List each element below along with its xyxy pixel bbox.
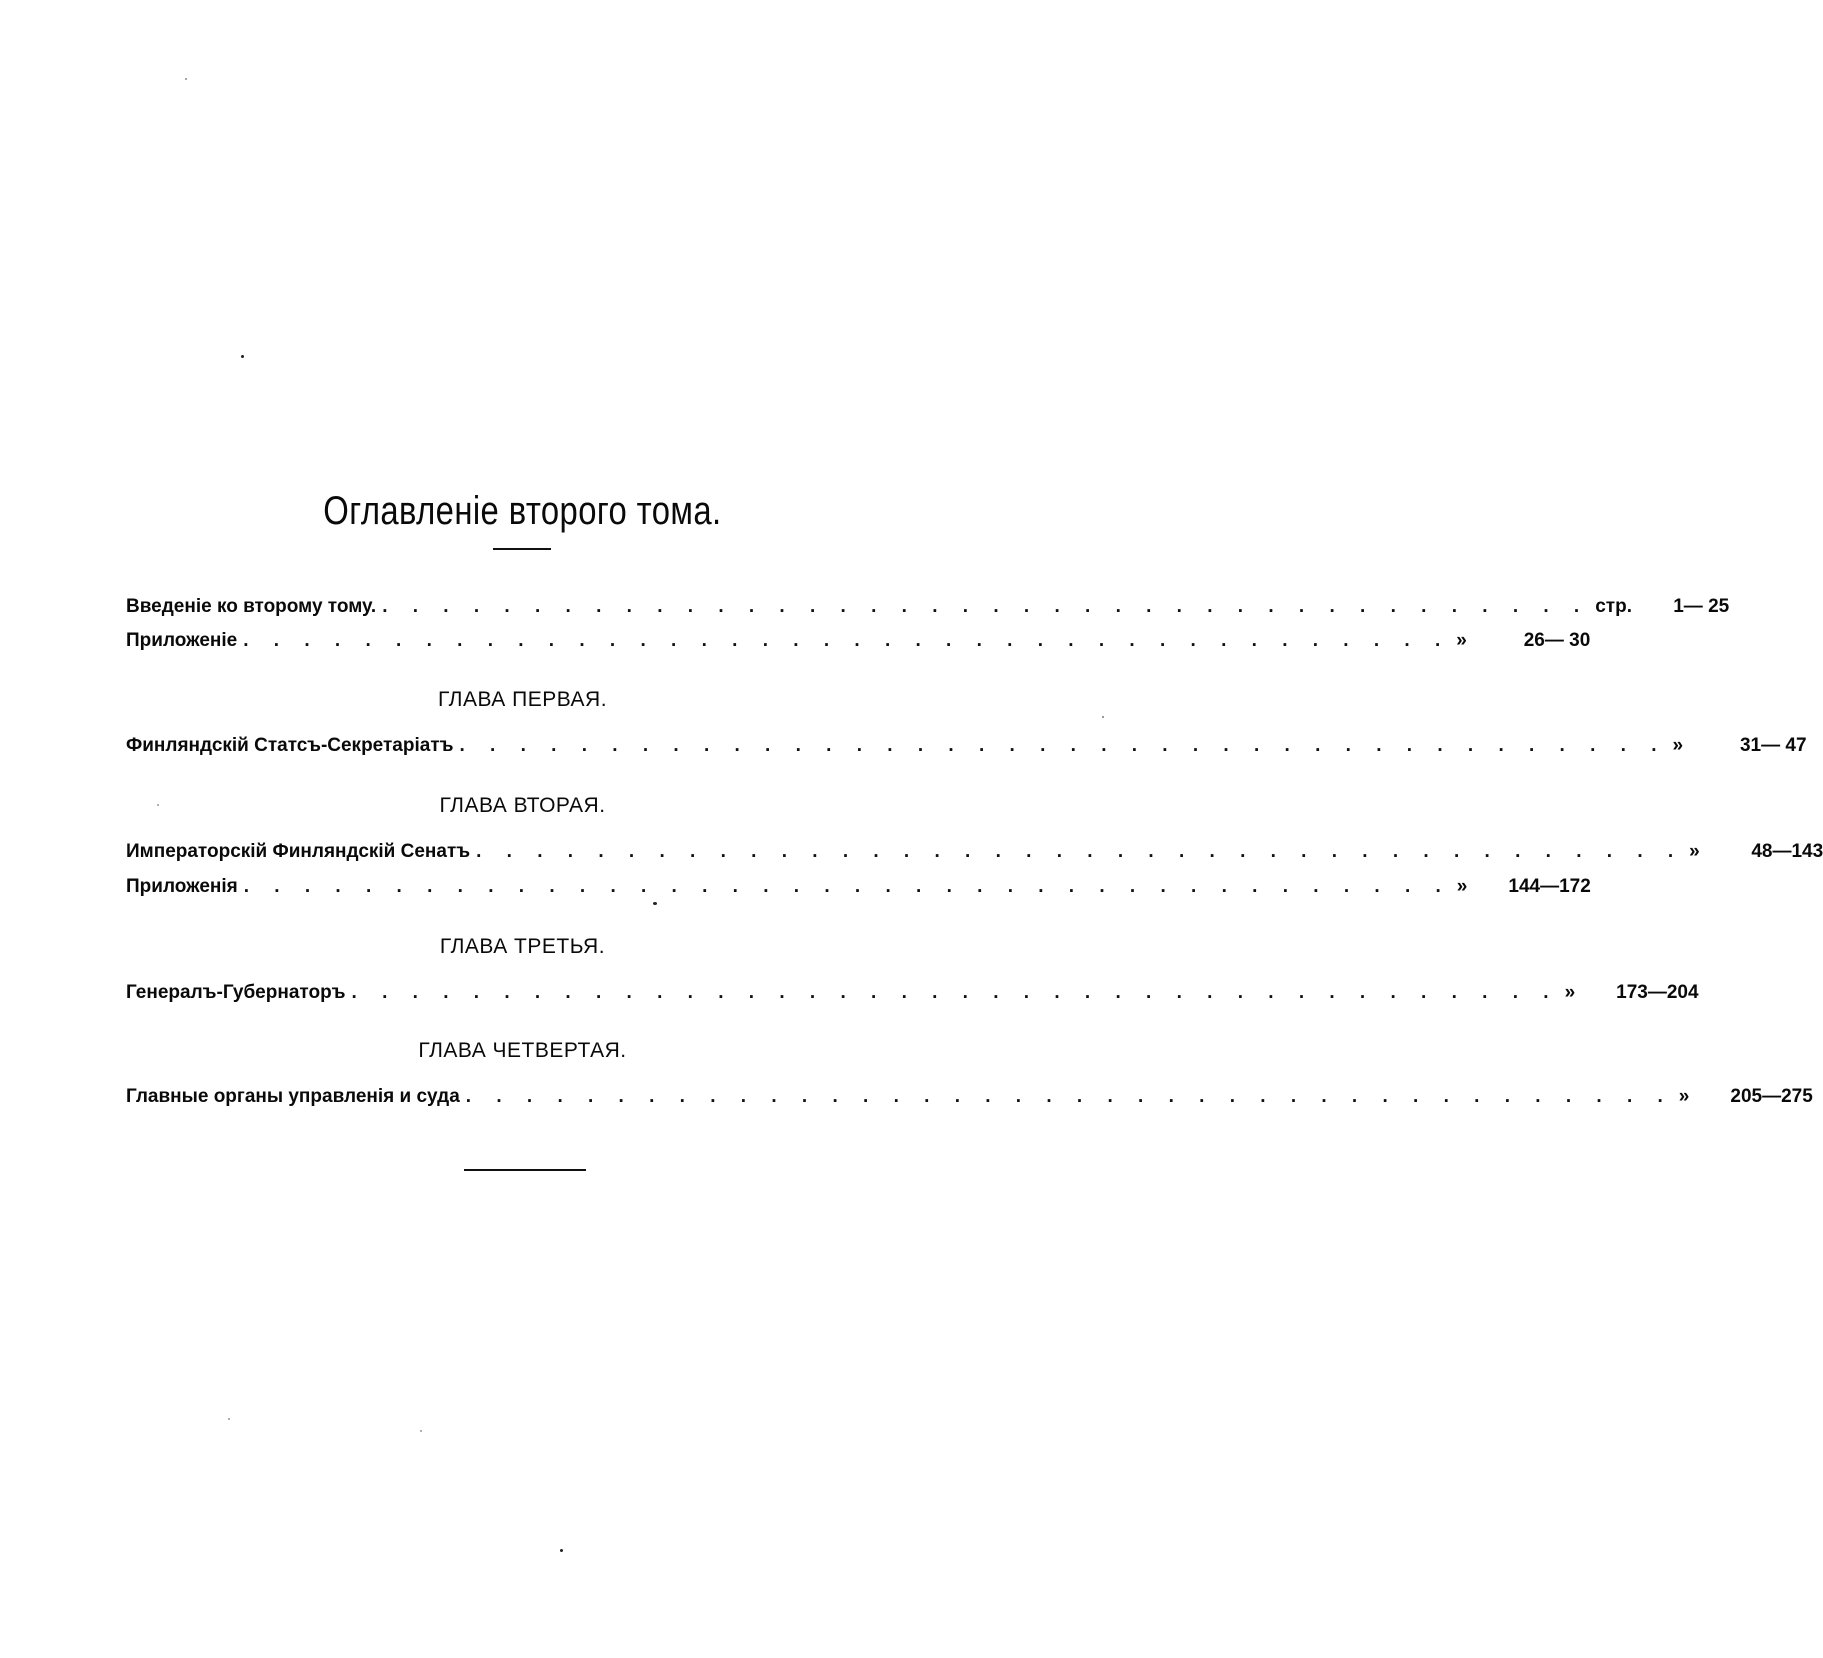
scan-speck — [653, 902, 657, 905]
closing-divider — [464, 1169, 586, 1171]
scan-speck — [157, 804, 159, 806]
toc-entry-label: Генералъ-Губернаторъ — [126, 982, 346, 1003]
toc-entry-state-secretariat — [126, 735, 1807, 761]
page-abbr: » — [1678, 1086, 1690, 1107]
page-title: Оглавленіе второго тома. — [323, 488, 722, 533]
page-range: 31— 47 — [1739, 735, 1807, 756]
page-range: 1— 25 — [1673, 596, 1730, 617]
chapter-heading-2: ГЛАВА ВТОРАЯ. — [439, 794, 606, 817]
chapter-heading-4: ГЛАВА ЧЕТВЕРТАЯ. — [418, 1039, 627, 1062]
page-abbr: » — [1689, 841, 1700, 862]
scan-speck — [228, 1418, 230, 1420]
toc-entry-label: Приложеніе — [126, 630, 238, 651]
scan-speck — [420, 1430, 422, 1432]
title-divider — [493, 548, 551, 550]
toc-entry-label: Главные органы управленія и суда — [126, 1086, 460, 1107]
page-range: 205—275 — [1730, 1086, 1813, 1107]
leader-dots: . . . . . . . . . . . . . . . . . . . . . . . . . . . . . . . . . . . . . . . . — [459, 735, 1667, 756]
page-range: 48—143 — [1751, 841, 1823, 862]
scan-speck — [241, 355, 244, 358]
page-range: 173—204 — [1616, 982, 1699, 1003]
leader-dots: . . . . . . . . . . . . . . . . . . . . . . . . . . . . . . . . . . . . . . . . — [465, 1086, 1673, 1107]
leader-dots: . . . . . . . . . . . . . . . . . . . . . . . . . . . . . . . . . . . . . . . . — [382, 596, 1590, 617]
toc-entry-main-organs — [126, 1086, 1813, 1112]
scan-speck — [1102, 716, 1104, 718]
chapter-heading-3: ГЛАВА ТРЕТЬЯ. — [439, 935, 606, 958]
toc-entry-label: Финляндскій Статсъ-Секретаріатъ — [126, 735, 454, 756]
leader-dots: . . . . . . . . . . . . . . . . . . . . . . . . . . . . . . . . . . . . . . . . — [476, 841, 1684, 862]
page-abbr: » — [1456, 876, 1468, 897]
toc-entry-label: Императорскій Финляндскій Сенатъ — [126, 841, 471, 862]
toc-entry-senate — [126, 841, 1823, 867]
toc-entry-label: Введеніе ко второму тому. — [126, 596, 377, 617]
leader-dots: . . . . . . . . . . . . . . . . . . . . . . . . . . . . . . . . . . . . . . . . — [243, 630, 1451, 651]
page-abbr: » — [1564, 982, 1576, 1003]
toc-entry-appendix — [126, 630, 1591, 656]
page-abbr: » — [1672, 735, 1684, 756]
scan-speck — [185, 78, 187, 80]
scan-speck — [560, 1549, 563, 1552]
toc-entry-governor-general — [126, 982, 1699, 1008]
toc-entry-label: Приложенія — [126, 876, 238, 897]
toc-entry-introduction — [126, 596, 1730, 622]
leader-dots: . . . . . . . . . . . . . . . . . . . . . . . . . . . . . . . . . . . . . . . . — [243, 876, 1451, 897]
page-abbr: » — [1456, 630, 1467, 651]
page-range: 144—172 — [1508, 876, 1591, 897]
page-abbr: стр. — [1595, 596, 1632, 617]
page-range: 26— 30 — [1523, 630, 1591, 651]
chapter-heading-1: ГЛАВА ПЕРВАЯ. — [437, 688, 608, 711]
leader-dots: . . . . . . . . . . . . . . . . . . . . . . . . . . . . . . . . . . . . . . . . — [351, 982, 1559, 1003]
toc-entry-appendices — [126, 876, 1591, 902]
